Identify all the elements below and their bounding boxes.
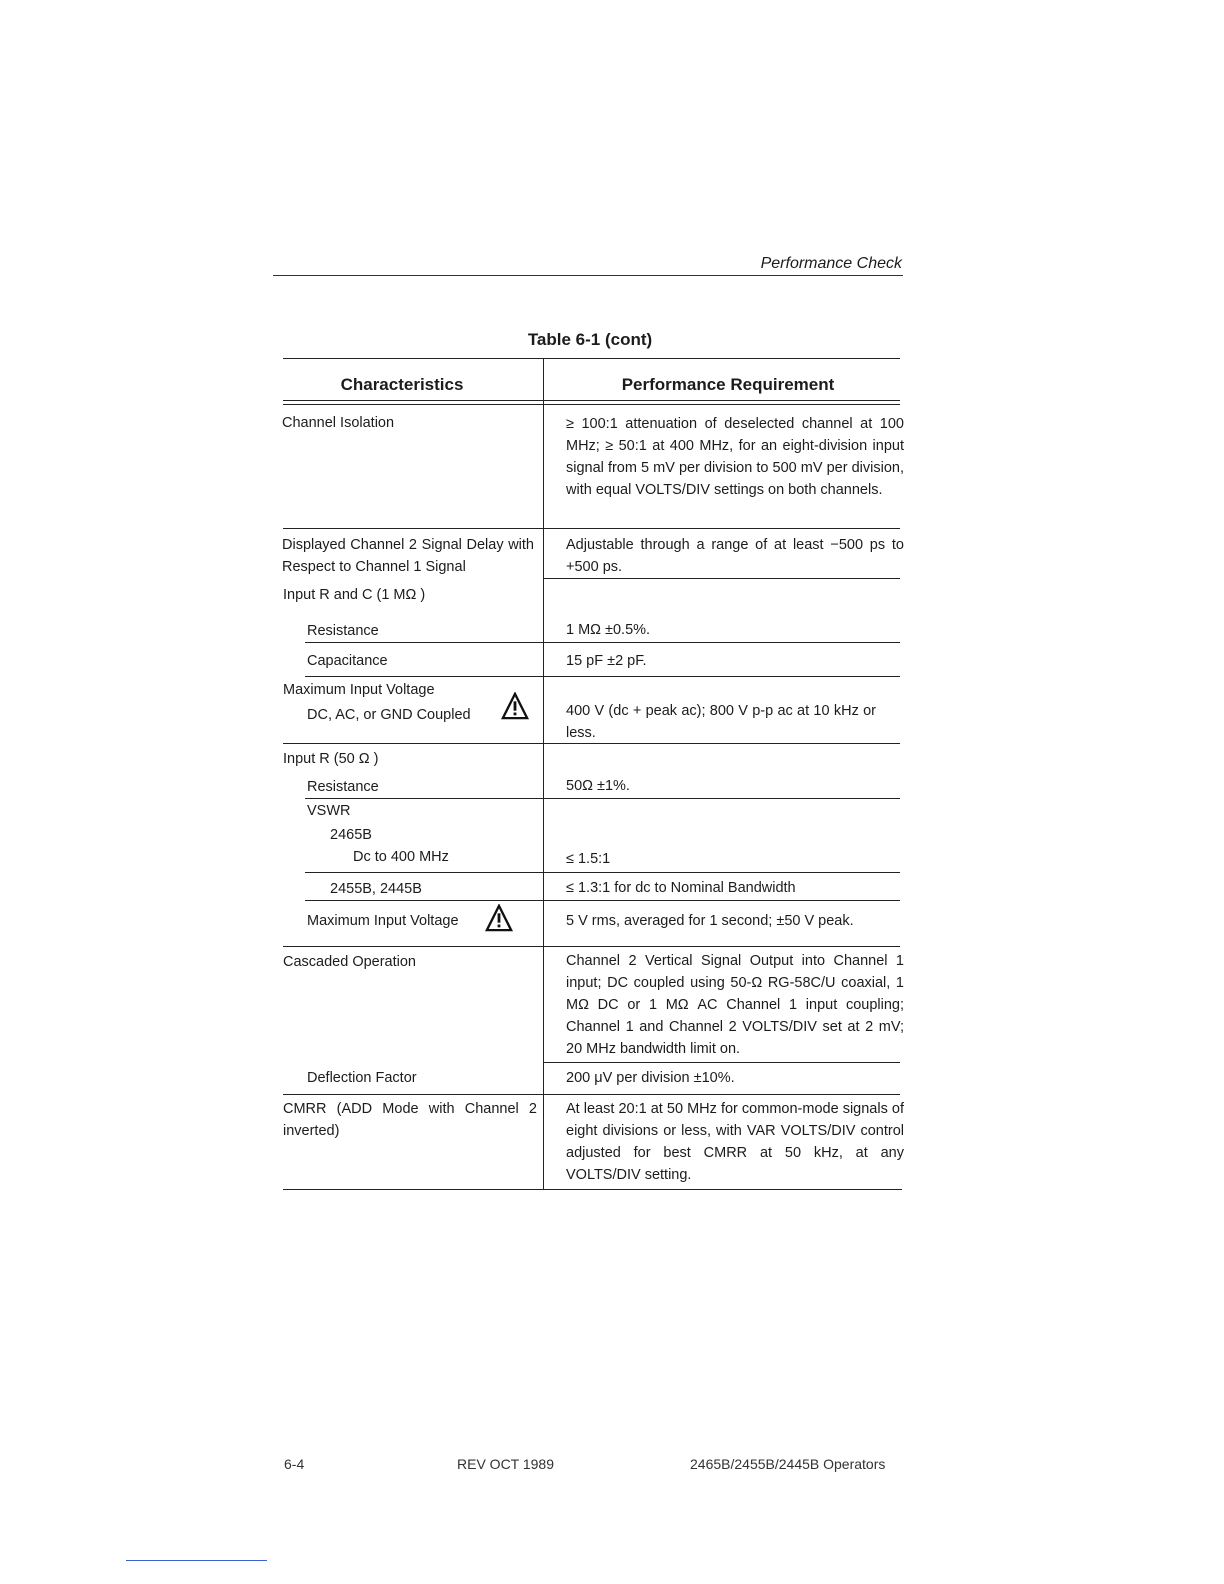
revision-date: REV OCT 1989 (457, 1456, 555, 1472)
scan-edge-line (126, 1560, 267, 1561)
header-rule (273, 275, 903, 276)
table-title: Table 6-1 (cont) (527, 330, 653, 349)
requirement-text: 5 V rms, averaged for 1 second; ±50 V peak. (566, 913, 854, 929)
requirement-text: 200 μV per division ±10%. (566, 1070, 735, 1086)
characteristic-label: Maximum Input Voltage (283, 682, 435, 698)
section-title: Performance Check (760, 255, 902, 272)
requirement-text: Adjustable through a range of at least −500 ps to +500 ps. (566, 537, 904, 575)
characteristic-label: Channel Isolation (282, 415, 395, 431)
column-divider (543, 358, 544, 1190)
row-divider (283, 946, 900, 947)
row-divider (305, 642, 900, 643)
row-divider (543, 1062, 900, 1063)
row-divider (543, 578, 900, 579)
row-divider (305, 900, 900, 901)
page-number: 6-4 (284, 1456, 305, 1472)
characteristic-sublabel: Maximum Input Voltage (307, 913, 459, 929)
warning-triangle-icon (500, 692, 530, 720)
column-header-requirement: Performance Requirement (621, 375, 835, 394)
row-divider (283, 528, 900, 529)
column-header-characteristics: Characteristics (340, 375, 464, 394)
header-rule-1 (283, 400, 900, 401)
table-top-rule (283, 358, 900, 359)
table-bottom-rule (283, 1189, 902, 1190)
characteristic-sublabel: Resistance (307, 623, 379, 639)
characteristic-sublabel: 2455B, 2445B (330, 881, 422, 897)
header-rule-2 (283, 404, 900, 405)
characteristic-label: CMRR (ADD Mode with Channel 2 inverted) (283, 1101, 537, 1139)
warning-triangle-icon (484, 904, 514, 932)
characteristic-label: Input R (50 Ω ) (283, 751, 379, 767)
manual-title: 2465B/2455B/2445B Operators (690, 1456, 886, 1472)
characteristic-label: Input R and C (1 MΩ ) (283, 587, 426, 603)
requirement-text: 1 MΩ ±0.5%. (566, 622, 651, 638)
characteristic-sublabel: Resistance (307, 779, 379, 795)
characteristic-sublabel: Dc to 400 MHz (353, 849, 449, 865)
requirement-text: Channel 2 Vertical Signal Output into Channel 1 input; DC coupled using 50-Ω RG-58C/U coaxial, 1 MΩ DC or 1 MΩ AC Channel 1 input coupling; Channel 1 and Channel 2 VOLTS/DIV set at 2 mV; 20 MHz bandwidth limit on. (566, 953, 904, 1057)
requirement-text: ≤ 1.3:1 for dc to Nominal Bandwidth (566, 880, 796, 896)
characteristic-label: Displayed Channel 2 Signal Delay with Respect to Channel 1 Signal (282, 537, 534, 575)
characteristic-label: Cascaded Operation (283, 954, 416, 970)
row-divider (305, 798, 900, 799)
requirement-text: ≥ 100:1 attenuation of deselected channel at 100 MHz; ≥ 50:1 at 400 MHz, for an eight-division input signal from 5 mV per division to 500 mV per division, with equal VOLTS/DIV settings on both channels. (566, 416, 904, 498)
requirement-text: At least 20:1 at 50 MHz for common-mode signals of eight divisions or less, with VAR VOLTS/DIV control adjusted for best CMRR at 50 kHz, at any VOLTS/DIV setting. (566, 1101, 904, 1183)
characteristic-sublabel: 2465B (330, 827, 372, 843)
requirement-text: 15 pF ±2 pF. (566, 653, 647, 669)
characteristic-sublabel: VSWR (307, 803, 351, 819)
row-divider (305, 676, 900, 677)
row-divider (305, 872, 900, 873)
row-divider (283, 1094, 900, 1095)
characteristic-sublabel: Capacitance (307, 653, 388, 669)
characteristic-sublabel: Deflection Factor (307, 1070, 417, 1086)
requirement-text: 400 V (dc + peak ac); 800 V p-p ac at 10 kHz or less. (566, 703, 876, 741)
requirement-text: ≤ 1.5:1 (566, 851, 611, 867)
requirement-text: 50Ω ±1%. (566, 778, 630, 794)
characteristic-sublabel: DC, AC, or GND Coupled (307, 707, 471, 723)
